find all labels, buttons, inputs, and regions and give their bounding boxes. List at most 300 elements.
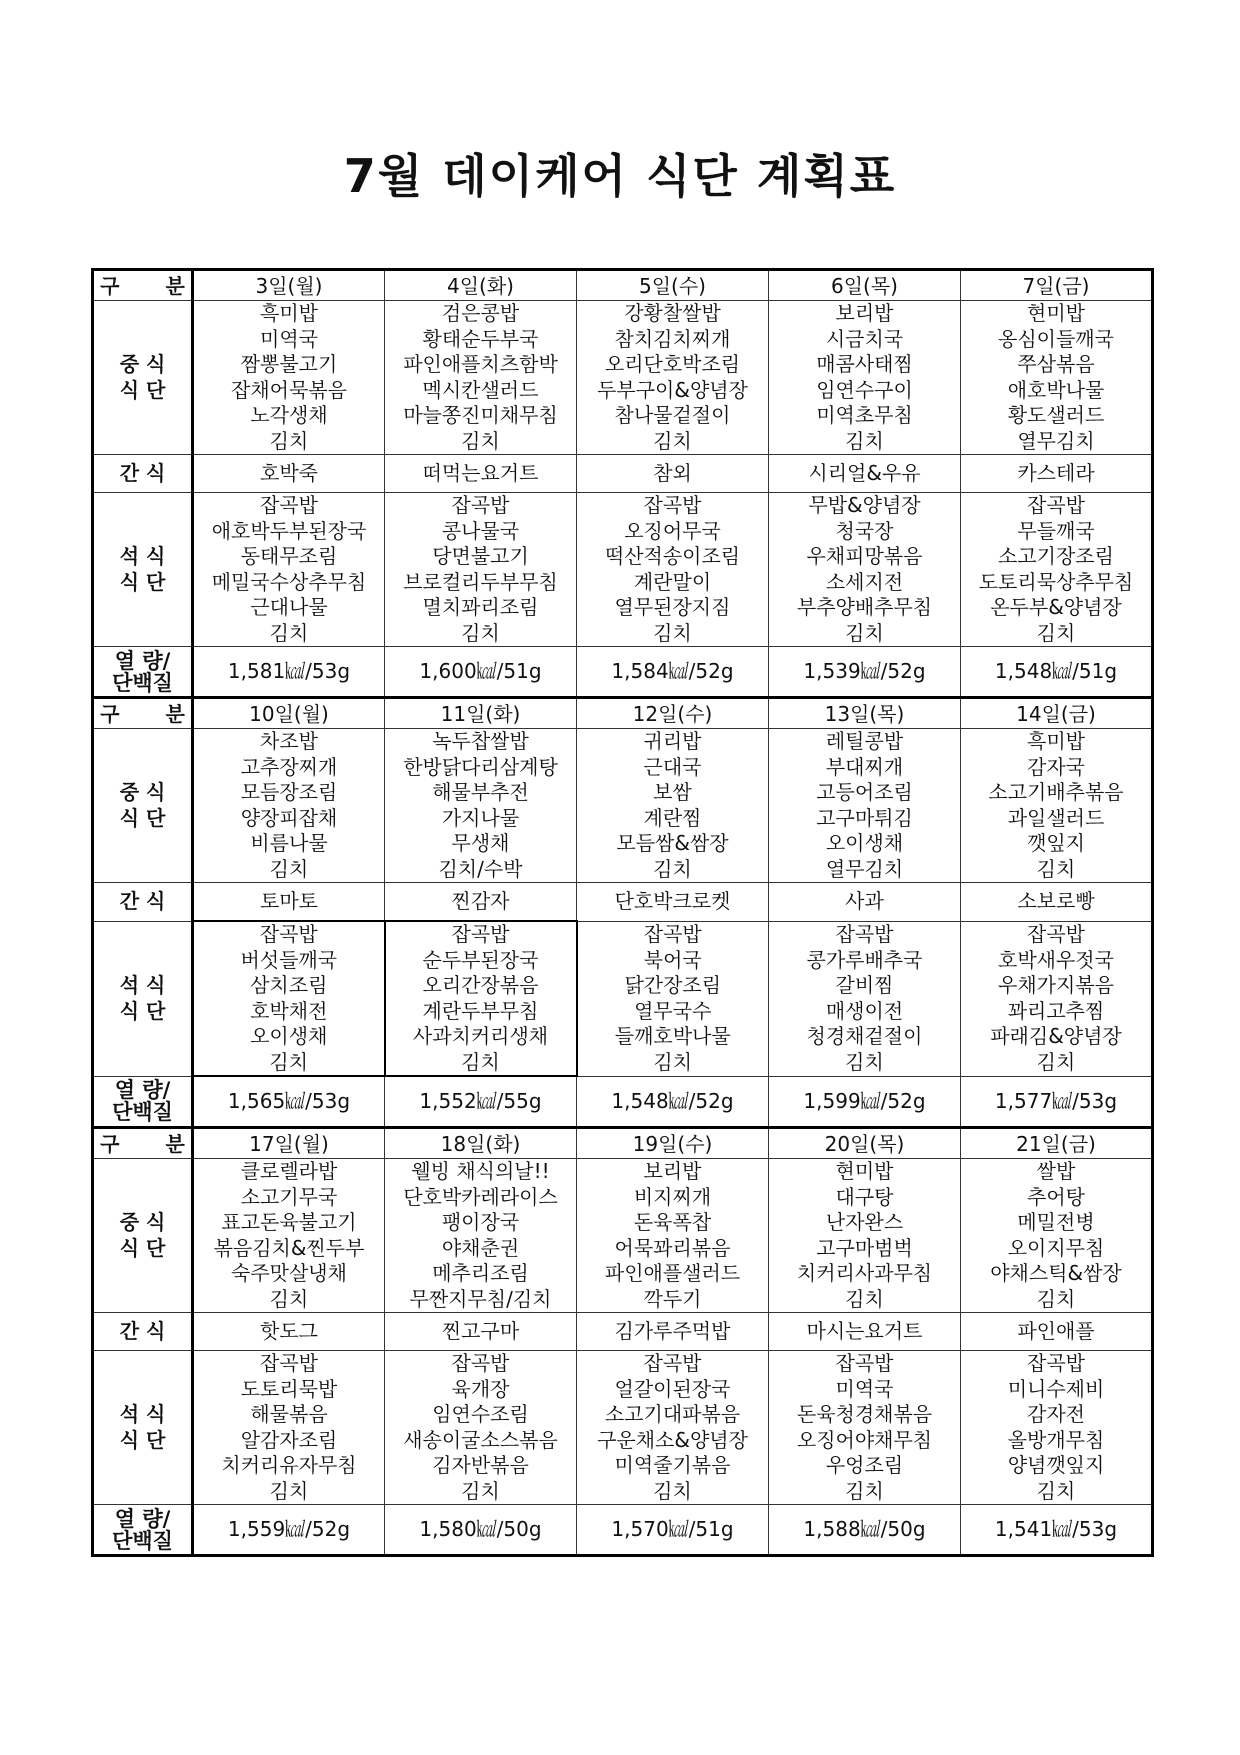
menu-item: 우채가지볶음 <box>998 973 1114 997</box>
menu-item: 잡곡밥 <box>643 1351 702 1375</box>
nutrition-label <box>93 647 193 698</box>
menu-item: 잡곡밥 <box>1027 1351 1085 1375</box>
menu-item: 잡곡밥 <box>259 922 318 946</box>
menu-item: 김치 <box>269 856 309 881</box>
menu-item: 오징어야채무침 <box>796 1427 933 1452</box>
nutrition-label-text: 열 량/ <box>114 1506 171 1531</box>
snack-cell: 핫도그 <box>193 1313 385 1351</box>
menu-item: 팽이장국 <box>441 1210 520 1234</box>
menu-item: 얼갈이된장국 <box>614 1376 731 1401</box>
nutrition-cell: 1,565㎉/53g <box>193 1076 385 1128</box>
nutrition-label-text: 단백질 <box>112 1100 173 1125</box>
menu-item: 잡곡밥 <box>451 1351 510 1375</box>
dinner-cell <box>961 921 1153 1076</box>
menu-item: 김치 <box>845 428 884 453</box>
lunch-cell <box>961 301 1153 455</box>
menu-item: 녹두찹쌀밥 <box>432 729 529 753</box>
snack-cell: 시리얼&우유 <box>769 455 961 493</box>
snack-row <box>93 883 1153 922</box>
menu-item: 김치 <box>653 1478 692 1503</box>
dinner-label-text: 석 식 <box>119 1402 166 1426</box>
dinner-label-text: 석 식 <box>119 973 166 997</box>
menu-item: 소세지전 <box>825 569 904 594</box>
lunch-label-text: 식 단 <box>119 1235 166 1260</box>
menu-item: 볶음김치&찐두부 <box>213 1235 365 1260</box>
menu-item: 김치 <box>1036 856 1076 881</box>
menu-item: 콩가루배추국 <box>806 947 923 972</box>
menu-item: 비지찌개 <box>633 1184 712 1209</box>
menu-item: 메밀전병 <box>1017 1210 1095 1234</box>
menu-item: 미니수제비 <box>1007 1376 1105 1401</box>
menu-item: 잡곡밥 <box>451 493 510 517</box>
dinner-cell <box>961 1351 1153 1505</box>
menu-item: 파래김&양념장 <box>990 1024 1122 1048</box>
nutrition-cell: 1,580㎉/50g <box>385 1505 577 1556</box>
menu-item: 올방개무침 <box>1007 1427 1105 1452</box>
menu-item: 클로렐라밥 <box>240 1159 338 1183</box>
menu-item: 무밥&양념장 <box>808 493 921 517</box>
menu-item: 잡곡밥 <box>260 493 318 517</box>
lunch-cell <box>961 729 1153 883</box>
menu-item: 웰빙 채식의날!! <box>411 1159 550 1183</box>
menu-item: 과일샐러드 <box>1007 805 1105 830</box>
menu-item: 김치 <box>461 428 500 453</box>
menu-item: 마늘쫑진미채무침 <box>403 403 558 427</box>
menu-item: 김치 <box>653 856 692 881</box>
dinner-cell <box>385 493 577 647</box>
snack-cell: 카스테라 <box>961 455 1153 493</box>
menu-item: 현미밥 <box>1027 301 1085 325</box>
menu-item: 김치/수박 <box>438 856 523 881</box>
snack-cell: 파인애플 <box>961 1313 1153 1351</box>
menu-item: 야채춘권 <box>441 1235 520 1260</box>
dinner-cell <box>961 493 1153 647</box>
date-header: 21일(금) <box>961 1128 1153 1159</box>
menu-item: 황태순두부국 <box>422 326 539 351</box>
snack-cell: 찐고구마 <box>385 1313 577 1351</box>
menu-item: 해물볶음 <box>250 1402 328 1426</box>
menu-item: 사과치커리생채 <box>412 1024 549 1048</box>
dinner-cell <box>577 493 769 647</box>
nutrition-label <box>93 1505 193 1556</box>
menu-item: 모듬쌈&쌈장 <box>616 831 729 855</box>
date-header: 19일(수) <box>577 1128 769 1159</box>
menu-item: 갈비찜 <box>835 973 894 997</box>
nutrition-cell: 1,600㎉/51g <box>385 647 577 698</box>
menu-item: 돈육청경채볶음 <box>796 1402 933 1426</box>
menu-item: 호박새우젓국 <box>998 947 1114 972</box>
menu-item: 김치 <box>845 620 884 645</box>
menu-item: 온두부&양념장 <box>990 595 1122 619</box>
category-label-char: 분 <box>165 273 185 298</box>
menu-item: 귀리밥 <box>643 729 702 753</box>
menu-item: 난자완스 <box>825 1210 904 1234</box>
category-label-char: 구 <box>100 1131 120 1156</box>
lunch-label <box>93 301 193 455</box>
category-label <box>93 1128 193 1159</box>
snack-label-text: 간 식 <box>119 1318 166 1343</box>
menu-item: 삼치조림 <box>250 973 328 997</box>
lunch-cell <box>193 301 385 455</box>
nutrition-cell: 1,539㎉/52g <box>769 647 961 698</box>
menu-item: 매콤사태찜 <box>816 352 913 376</box>
nutrition-cell: 1,577㎉/53g <box>961 1076 1153 1128</box>
page-title: 7월 데이케어 식단 계획표 <box>343 149 897 203</box>
menu-item: 근대국 <box>643 754 702 779</box>
snack-cell: 찐감자 <box>385 883 577 922</box>
menu-item: 청국장 <box>835 518 894 543</box>
menu-item: 열무김치 <box>1017 428 1095 453</box>
snack-label <box>93 455 193 493</box>
snack-label-text: 간 식 <box>119 460 166 485</box>
snack-cell: 소보로빵 <box>961 883 1153 922</box>
menu-item: 오이생채 <box>250 1024 328 1048</box>
menu-item: 잡곡밥 <box>1027 922 1085 946</box>
menu-item: 애호박나물 <box>1007 377 1105 402</box>
menu-item: 김치 <box>1036 1049 1076 1074</box>
snack-label <box>93 883 193 922</box>
menu-item: 해물부추전 <box>432 780 529 804</box>
date-header: 13일(목) <box>769 698 961 729</box>
menu-item: 참치김치찌개 <box>614 326 731 351</box>
menu-item: 강황찰쌀밥 <box>624 301 721 325</box>
menu-item: 당면불고기 <box>432 544 529 568</box>
menu-item: 잡곡밥 <box>451 922 510 946</box>
menu-item: 소고기무국 <box>240 1184 338 1209</box>
menu-item: 잡채어묵볶음 <box>231 377 347 402</box>
nutrition-cell: 1,570㎉/51g <box>577 1505 769 1556</box>
menu-item: 검은콩밥 <box>441 301 520 325</box>
nutrition-cell: 1,548㎉/52g <box>577 1076 769 1128</box>
menu-item: 김치 <box>269 1049 309 1074</box>
dinner-row <box>93 1351 1153 1505</box>
menu-item: 소고기배추볶음 <box>988 780 1124 804</box>
menu-item: 김치 <box>653 1049 693 1074</box>
menu-item: 양념깻잎지 <box>1007 1453 1105 1477</box>
menu-item: 꽈리고추찜 <box>1007 998 1105 1023</box>
menu-item: 참나물겉절이 <box>614 403 731 427</box>
nutrition-cell: 1,599㎉/52g <box>769 1076 961 1128</box>
menu-item: 현미밥 <box>835 1159 894 1183</box>
dinner-label-text: 식 단 <box>119 569 166 594</box>
menu-item: 보리밥 <box>835 301 894 325</box>
menu-item: 고구마튀김 <box>816 805 913 830</box>
menu-item: 무짠지무침/김치 <box>409 1286 552 1311</box>
menu-item: 황도샐러드 <box>1007 403 1105 427</box>
menu-item: 열무김치 <box>825 856 904 881</box>
dinner-cell <box>577 921 769 1076</box>
menu-item: 고등어조림 <box>816 780 913 804</box>
menu-item: 감자국 <box>1027 754 1085 779</box>
date-header: 7일(금) <box>961 270 1153 301</box>
nutrition-cell: 1,588㎉/50g <box>769 1505 961 1556</box>
dinner-label-text: 식 단 <box>119 1427 166 1452</box>
category-label <box>93 698 193 729</box>
snack-cell: 단호박크로켓 <box>577 883 769 922</box>
dinner-cell <box>385 1351 577 1505</box>
menu-item: 김치 <box>269 620 309 645</box>
lunch-label <box>93 1159 193 1313</box>
menu-item: 구운채소&양념장 <box>597 1427 748 1452</box>
lunch-cell <box>577 301 769 455</box>
menu-item: 단호박카레라이스 <box>403 1184 558 1209</box>
nutrition-cell: 1,541㎉/53g <box>961 1505 1153 1556</box>
menu-item: 보리밥 <box>643 1159 702 1183</box>
menu-item: 우채피망볶음 <box>806 544 923 568</box>
nutrition-row <box>93 1076 1153 1128</box>
menu-item: 김치 <box>1036 620 1076 645</box>
dinner-cell <box>577 1351 769 1505</box>
category-label-char: 구 <box>100 701 120 726</box>
nutrition-cell: 1,581㎉/53g <box>193 647 385 698</box>
menu-item: 열무국수 <box>634 998 712 1023</box>
lunch-cell <box>769 1159 961 1313</box>
menu-item: 오징어무국 <box>624 518 721 543</box>
menu-item: 김치 <box>845 1049 884 1074</box>
menu-item: 알감자조림 <box>240 1427 338 1452</box>
menu-item: 미역국 <box>260 326 318 351</box>
menu-item: 모듬장조림 <box>240 780 338 804</box>
dinner-cell <box>193 1351 385 1505</box>
lunch-cell <box>961 1159 1153 1313</box>
lunch-label <box>93 729 193 883</box>
menu-item: 표고돈육불고기 <box>221 1210 357 1234</box>
menu-item: 오리단호박조림 <box>604 352 741 376</box>
menu-item: 멸치꽈리조림 <box>422 595 539 619</box>
category-label-char: 분 <box>165 1131 185 1156</box>
nutrition-cell: 1,584㎉/52g <box>577 647 769 698</box>
date-header: 10일(월) <box>193 698 385 729</box>
menu-item: 메밀국수상추무침 <box>211 569 367 594</box>
menu-item: 멕시칸샐러드 <box>422 377 539 402</box>
date-header: 3일(월) <box>193 270 385 301</box>
menu-item: 김치 <box>653 428 692 453</box>
lunch-cell <box>385 729 577 883</box>
menu-item: 임연수조림 <box>432 1402 529 1426</box>
date-header: 14일(금) <box>961 698 1153 729</box>
menu-item: 김치 <box>845 1286 884 1311</box>
snack-cell: 김가루주먹밥 <box>577 1313 769 1351</box>
lunch-label-text: 중 식 <box>119 780 166 804</box>
menu-item: 쭈삼볶음 <box>1017 352 1095 376</box>
nutrition-label-text: 열 량/ <box>114 1078 171 1103</box>
dinner-label <box>93 493 193 647</box>
menu-item: 대구탕 <box>835 1184 894 1209</box>
menu-item: 매생이전 <box>825 998 904 1023</box>
snack-row <box>93 455 1153 493</box>
dinner-cell <box>769 493 961 647</box>
nutrition-cell: 1,559㎉/52g <box>193 1505 385 1556</box>
meal-plan-body <box>93 270 1153 1556</box>
menu-item: 김치 <box>269 428 309 453</box>
dinner-cell <box>769 921 961 1076</box>
menu-item: 메추리조림 <box>432 1261 529 1285</box>
menu-item: 소고기대파볶음 <box>604 1402 741 1426</box>
menu-item: 김치 <box>269 1478 309 1503</box>
week-header-row <box>93 1128 1153 1159</box>
date-header: 20일(목) <box>769 1128 961 1159</box>
menu-item: 쌀밥 <box>1036 1159 1076 1183</box>
dinner-row <box>93 921 1153 1076</box>
menu-item: 들깨호박나물 <box>614 1024 731 1048</box>
menu-item: 계란말이 <box>633 569 712 594</box>
menu-item: 야채스틱&쌈장 <box>990 1261 1122 1285</box>
menu-item: 김치 <box>461 1049 500 1074</box>
snack-cell: 마시는요거트 <box>769 1313 961 1351</box>
snack-cell: 참외 <box>577 455 769 493</box>
lunch-cell <box>769 729 961 883</box>
nutrition-cell: 1,552㎉/55g <box>385 1076 577 1128</box>
menu-item: 김치 <box>1036 1286 1076 1311</box>
menu-item: 잡곡밥 <box>835 922 894 946</box>
week-header-row <box>93 270 1153 301</box>
menu-item: 잡곡밥 <box>643 922 702 946</box>
menu-item: 근대나물 <box>250 595 328 619</box>
snack-cell: 떠먹는요거트 <box>385 455 577 493</box>
menu-item: 파인애플샐러드 <box>604 1261 741 1285</box>
menu-item: 호박채전 <box>250 998 328 1023</box>
menu-item: 오이지무침 <box>1007 1235 1105 1260</box>
menu-item: 김치 <box>845 1478 884 1503</box>
menu-item: 순두부된장국 <box>422 947 539 972</box>
menu-item: 두부구이&양념장 <box>597 377 748 402</box>
menu-item: 시금치국 <box>825 326 904 351</box>
snack-cell: 토마토 <box>193 883 385 922</box>
menu-item: 콩나물국 <box>441 518 520 543</box>
dinner-cell <box>193 493 385 647</box>
week-header-row <box>93 698 1153 729</box>
menu-item: 열무된장지짐 <box>614 595 731 619</box>
menu-item: 육개장 <box>451 1376 510 1401</box>
menu-item: 짬뽕불고기 <box>240 352 338 376</box>
snack-label-text: 간 식 <box>119 889 166 913</box>
dinner-label <box>93 921 193 1076</box>
menu-item: 우엉조림 <box>825 1453 904 1477</box>
lunch-label-text: 식 단 <box>119 377 166 402</box>
menu-item: 부대찌개 <box>825 754 904 779</box>
lunch-row <box>93 729 1153 883</box>
menu-item: 잡곡밥 <box>260 1351 318 1375</box>
menu-item: 보쌈 <box>653 780 692 804</box>
menu-item: 숙주맛살냉채 <box>231 1261 347 1285</box>
menu-item: 소고기장조림 <box>998 544 1114 568</box>
menu-item: 옹심이들깨국 <box>998 326 1114 351</box>
date-header: 17일(월) <box>193 1128 385 1159</box>
snack-label <box>93 1313 193 1351</box>
menu-item: 김치 <box>461 620 500 645</box>
menu-item: 미역초무침 <box>816 403 913 427</box>
menu-item: 김치 <box>461 1478 500 1503</box>
nutrition-cell: 1,548㎉/51g <box>961 647 1153 698</box>
menu-item: 차조밥 <box>260 729 318 753</box>
lunch-row <box>93 1159 1153 1313</box>
menu-item: 치커리사과무침 <box>796 1261 933 1285</box>
menu-item: 동태무조림 <box>240 544 338 568</box>
menu-item: 잡곡밥 <box>643 493 702 517</box>
menu-item: 무들깨국 <box>1017 518 1095 543</box>
menu-item: 계란두부무침 <box>422 998 539 1023</box>
lunch-row <box>93 301 1153 455</box>
date-header: 5일(수) <box>577 270 769 301</box>
menu-item: 떡산적송이조림 <box>604 544 741 568</box>
menu-item: 미역줄기볶음 <box>614 1453 731 1477</box>
dinner-label <box>93 1351 193 1505</box>
dinner-row <box>93 493 1153 647</box>
lunch-cell <box>769 301 961 455</box>
menu-item: 새송이굴소스볶음 <box>403 1427 558 1452</box>
menu-item: 도토리묵밥 <box>240 1376 338 1401</box>
menu-item: 김치 <box>269 1286 309 1311</box>
menu-item: 가지나물 <box>441 805 520 830</box>
menu-item: 치커리유자무침 <box>221 1453 357 1477</box>
nutrition-row <box>93 1505 1153 1556</box>
snack-cell: 사과 <box>769 883 961 922</box>
lunch-cell <box>193 1159 385 1313</box>
menu-item: 돈육폭찹 <box>633 1210 712 1234</box>
menu-item: 계란찜 <box>643 805 702 830</box>
nutrition-row <box>93 647 1153 698</box>
dinner-cell <box>193 921 385 1076</box>
menu-item: 오리간장볶음 <box>422 973 539 997</box>
menu-item: 닭간장조림 <box>624 973 722 997</box>
lunch-label-text: 중 식 <box>119 1210 166 1234</box>
lunch-cell <box>577 1159 769 1313</box>
menu-item: 부추양배추무침 <box>796 595 933 619</box>
dinner-cell <box>385 921 577 1076</box>
snack-row <box>93 1313 1153 1351</box>
nutrition-label-text: 열 량/ <box>114 648 171 673</box>
menu-item: 감자전 <box>1027 1402 1085 1426</box>
nutrition-label <box>93 1076 193 1128</box>
menu-item: 고구마범벅 <box>816 1235 913 1260</box>
menu-item: 청경채겉절이 <box>806 1024 923 1048</box>
menu-item: 김치 <box>653 620 692 645</box>
menu-item: 잡곡밥 <box>835 1351 894 1375</box>
menu-item: 김치 <box>1036 1478 1076 1503</box>
menu-item: 북어국 <box>643 947 702 972</box>
category-label <box>93 270 193 301</box>
menu-item: 한방닭다리삼계탕 <box>403 754 558 779</box>
menu-item: 미역국 <box>835 1376 894 1401</box>
lunch-cell <box>385 301 577 455</box>
meal-plan-table <box>91 268 1154 1557</box>
menu-item: 흑미밥 <box>260 301 318 325</box>
menu-item: 노각생채 <box>250 403 328 427</box>
date-header: 11일(화) <box>385 698 577 729</box>
category-label-char: 분 <box>165 701 185 726</box>
nutrition-label-text: 단백질 <box>112 1528 173 1553</box>
menu-item: 흑미밥 <box>1027 729 1085 753</box>
menu-item: 어묵꽈리볶음 <box>614 1235 731 1260</box>
menu-item: 도토리묵상추무침 <box>978 569 1134 594</box>
menu-item: 브로컬리두부무침 <box>403 569 558 594</box>
menu-item: 깍두기 <box>643 1286 702 1311</box>
menu-item: 파인애플치츠함박 <box>403 352 558 376</box>
menu-item: 오이생채 <box>825 831 904 855</box>
date-header: 18일(화) <box>385 1128 577 1159</box>
nutrition-label-text: 단백질 <box>112 670 173 695</box>
menu-item: 레틸콩밥 <box>825 729 904 753</box>
menu-item: 애호박두부된장국 <box>211 518 367 543</box>
date-header: 4일(화) <box>385 270 577 301</box>
menu-item: 김자반볶음 <box>432 1453 529 1477</box>
dinner-label-text: 석 식 <box>119 544 166 568</box>
menu-item: 버섯들깨국 <box>240 947 338 972</box>
date-header: 12일(수) <box>577 698 769 729</box>
dinner-label-text: 식 단 <box>119 998 166 1023</box>
menu-item: 비름나물 <box>250 831 328 855</box>
date-header: 6일(목) <box>769 270 961 301</box>
